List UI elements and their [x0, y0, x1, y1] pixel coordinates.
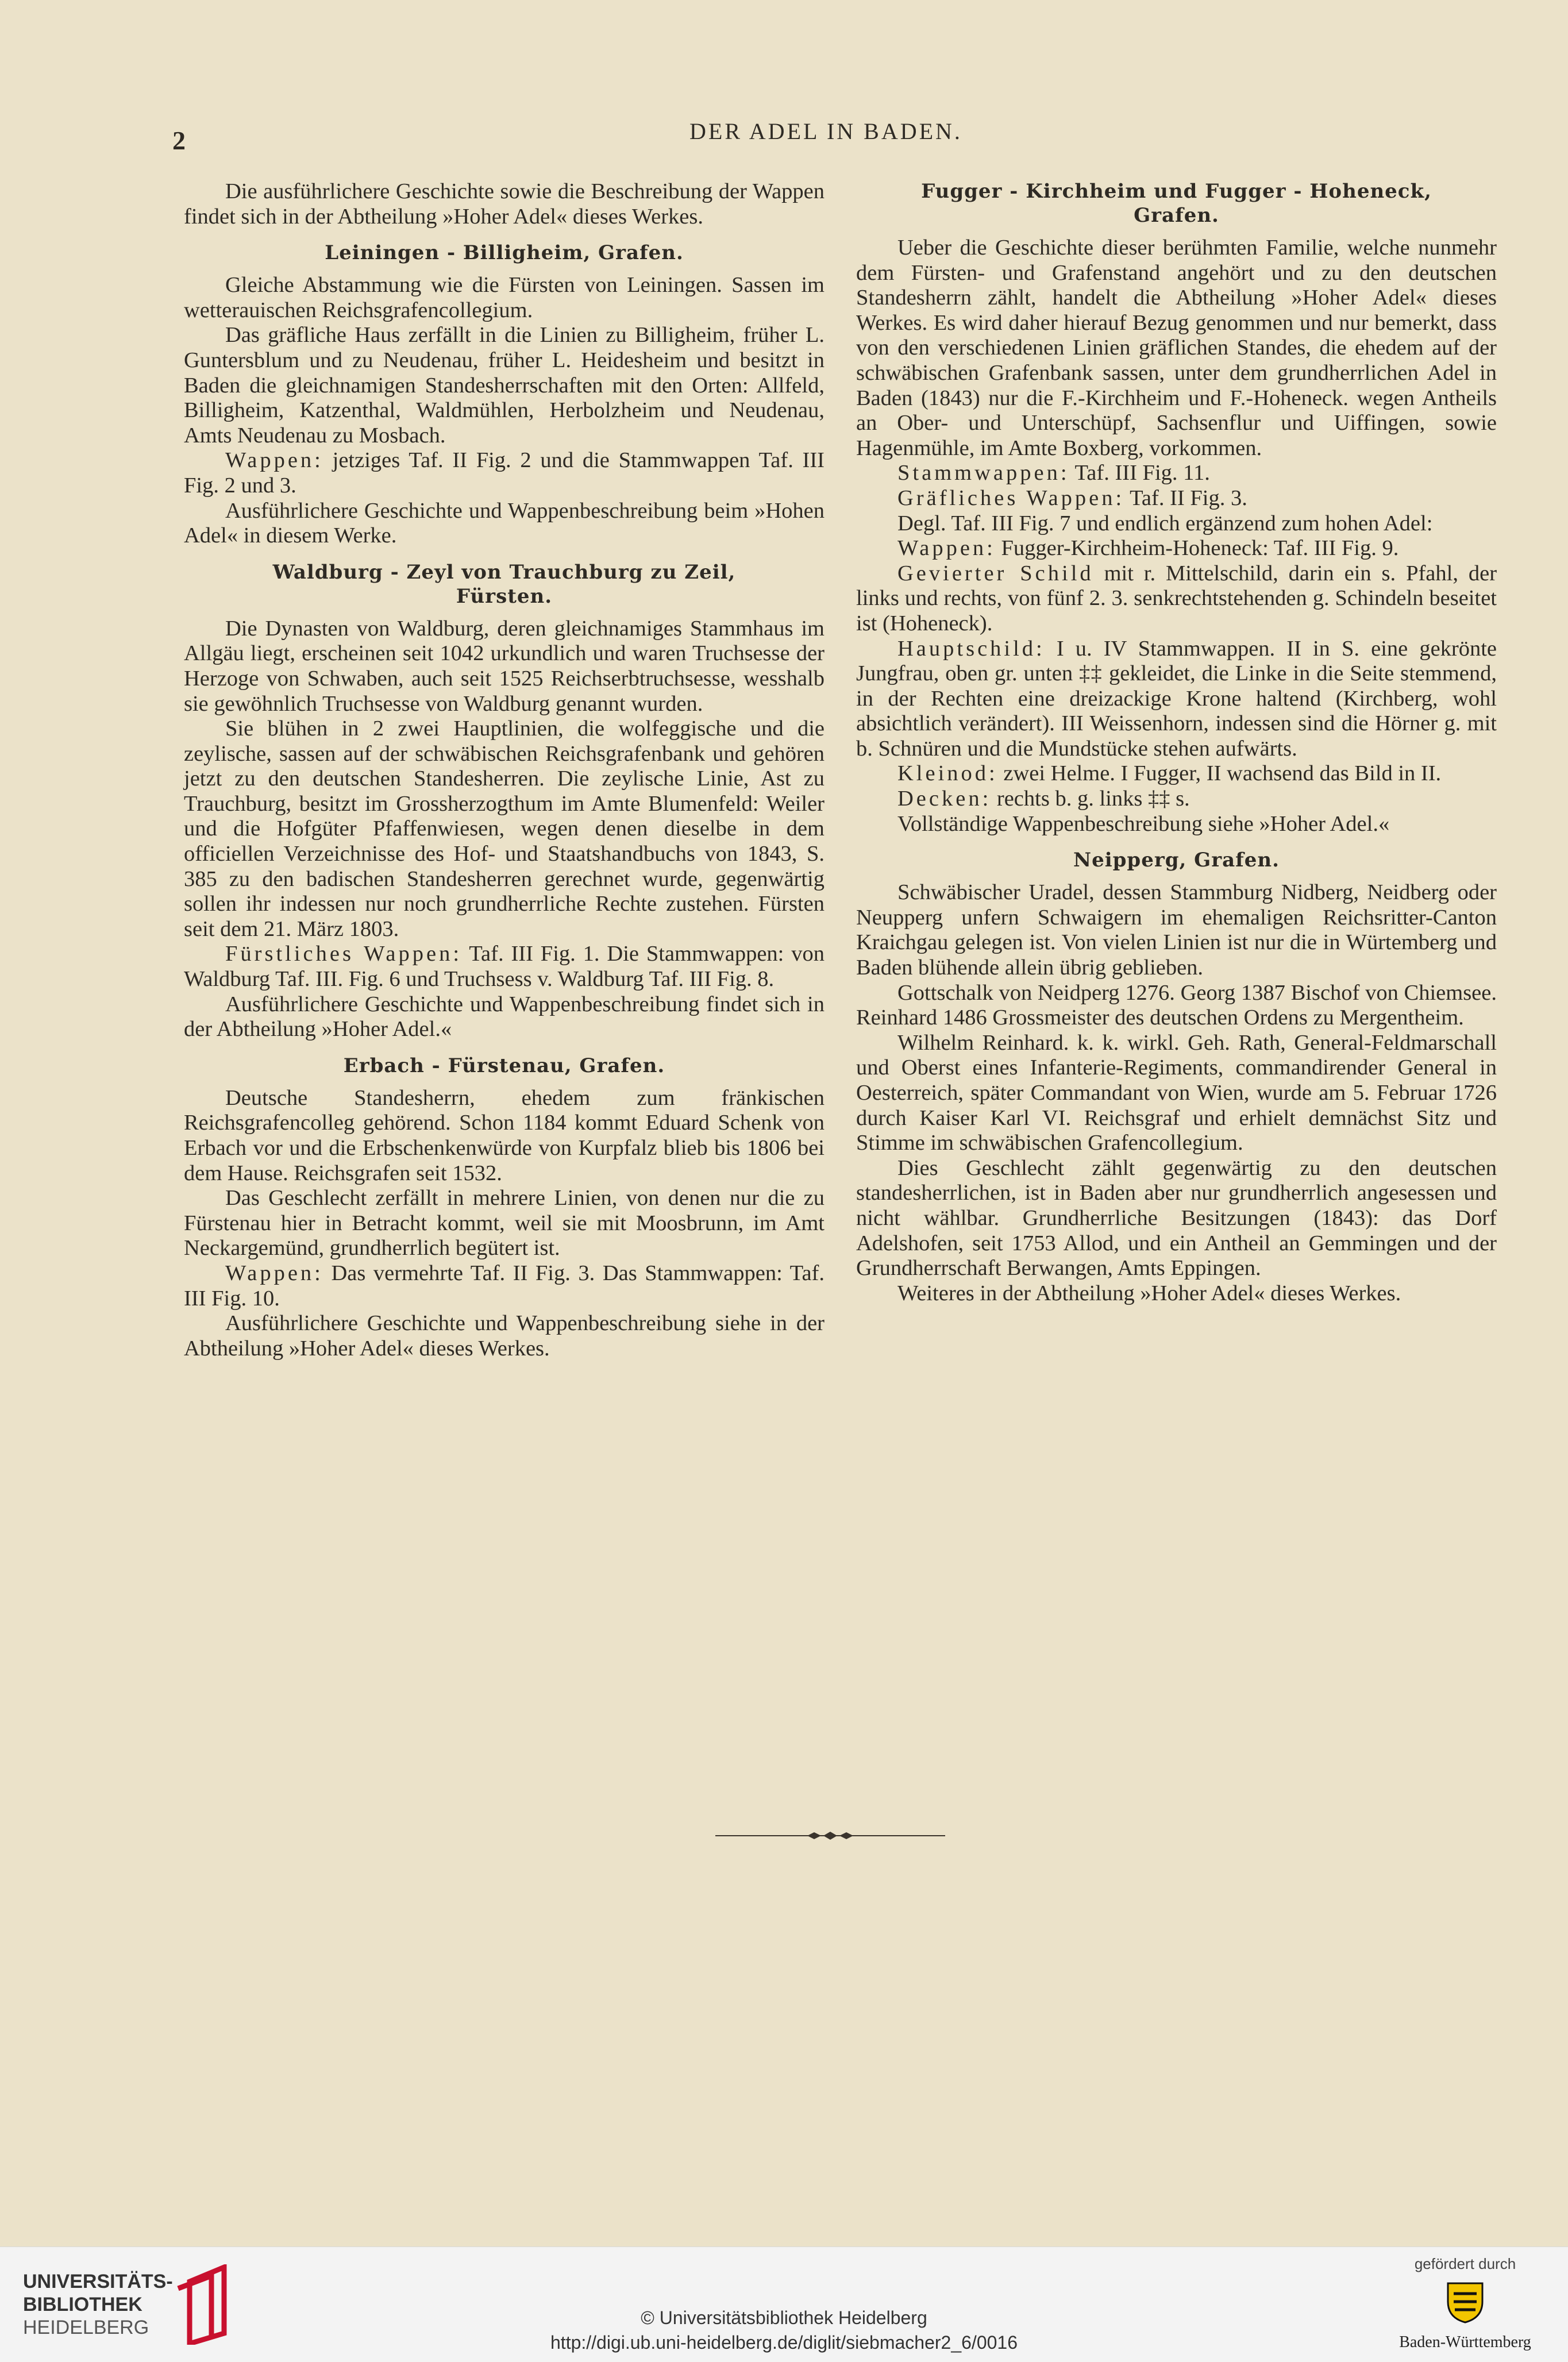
paragraph: Schwäbischer Uradel, dessen Stammburg Nidberg, Neidberg oder Neupperg unfern Schwaigern im ehemaligen Reichsritter-Canton Kraichgau gelegen ist. Von vielen Linien ist nur die in Würtemberg und Baden blühende allein übrig geblieben. [856, 880, 1497, 980]
term-label: Hauptschild: [897, 636, 1045, 661]
paragraph [856, 787, 1497, 812]
term-text: Fugger-Kirchheim-Hoheneck: Taf. III Fig. 9. [1001, 536, 1399, 561]
term-text: I u. IV Stammwappen. II in S. eine gekrönte Jungfrau, oben gr. unten ‡‡ gekleidet, die Linke in die Seite stemmend, in der Rechten eine dreizackige Krone haltend (Kirchberg, wohl absichtlich verändert). III Weissenhorn, indessen sind die Hörner g. mit b. Schnüren und die Mundstücke stehen aufwärts. [856, 636, 1497, 761]
paragraph: Dies Geschlecht zählt gegenwärtig zu den deutschen standesherrlichen, ist in Baden aber nur grundherrlich angesessen und nicht wählbar. Grundherrliche Besitzungen (1843): das Dorf Adelshofen, seit 1753 Allod, und ein Antheil an Gemmingen und der Grundherrschaft Berwangen, Amts Eppingen. [856, 1155, 1497, 1281]
term-text: Taf. III Fig. 11. [1074, 461, 1210, 485]
heading-line: Fugger - Kirchheim und Fugger - Hoheneck, [921, 180, 1432, 203]
paragraph [856, 486, 1497, 511]
paragraph [184, 1261, 825, 1311]
term-label: Gräfliches Wappen: [897, 485, 1125, 510]
paragraph: Gottschalk von Neidperg 1276. Georg 1387 Bischof von Chiemsee. Reinhard 1486 Grossmeister des deutschen Ordens zu Mergentheim. [856, 980, 1497, 1030]
term-label: Decken: [897, 787, 992, 811]
ornament-divider [715, 1830, 945, 1841]
term-text: Taf. II Fig. 3. [1130, 485, 1247, 510]
library-name-line: UNIVERSITÄTS- [23, 2271, 173, 2292]
funder-name: Baden-Württemberg [1399, 2333, 1531, 2351]
heading-erbach: Erbach - Fürstenau, Grafen. [343, 1054, 665, 1077]
footer-bar [0, 2247, 1568, 2362]
paragraph [856, 637, 1497, 762]
heading-line: Grafen. [1134, 204, 1219, 227]
paragraph: Ausführlichere Geschichte und Wappenbeschreibung beim »Hohen Adel« in diesem Werke. [184, 498, 825, 548]
paragraph [184, 942, 825, 992]
paragraph: Ausführlichere Geschichte und Wappenbeschreibung findet sich in der Abtheilung »Hoher Adel.« [184, 992, 825, 1042]
library-name-line: BIBLIOTHEK [23, 2294, 142, 2315]
permalink[interactable]: http://digi.ub.uni-heidelberg.de/diglit/siebmacher2_6/0016 [550, 2332, 1018, 2353]
paragraph: Das Geschlecht zerfällt in mehrere Linien, von denen nur die zu Fürstenau hier in Betracht kommt, weil sie mit Moosbrunn, im Amt Neckargemünd, grundherrlich begütert ist. [184, 1186, 825, 1261]
paragraph: Gleiche Abstammung wie die Fürsten von Leiningen. Sassen im wetterauischen Reichsgrafencollegium. [184, 273, 825, 322]
paragraph: Ueber die Geschichte dieser berühmten Familie, welche nunmehr dem Fürsten- und Grafenstand angehört und zu den deutschen Standesherrn zählt, handelt die Abtheilung »Hoher Adel« dieses Werkes. Es wird daher hierauf Bezug genommen und nur bemerkt, dass von den verschiedenen Linien gräflichen Standes, die ehedem auf der schwäbischen Grafenbank sassen, unter dem grundherrlichen Adel in Baden (1843) nur die F.-Kirchheim und F.-Hoheneck. wegen Antheils an Ober- und Unterschüpf, Sachsenflur und Uiffingen, sowie Hagenmühle, im Amte Boxberg, vorkommen. [856, 236, 1497, 460]
term-text: Taf. III Fig. 1. Die Stammwappen: von Waldburg Taf. III. Fig. 6 und Truchsess v. Waldburg Taf. III Fig. 8. [184, 942, 825, 992]
term-label: Wappen: [225, 448, 323, 473]
funded-by-label: gefördert durch [1414, 2255, 1516, 2272]
heading-line: Waldburg - Zeyl von Trauchburg zu Zeil, [272, 560, 736, 584]
paragraph [856, 536, 1497, 561]
heading-line: Fürsten. [456, 584, 553, 608]
paragraph: Ausführlichere Geschichte und Wappenbeschreibung siehe in der Abtheilung »Hoher Adel« dieses Werkes. [184, 1311, 825, 1361]
state-coat-of-arms-icon[interactable] [1442, 2279, 1488, 2325]
term-text: mit r. Mittelschild, darin ein s. Pfahl, der links und rechts, von fünf 2. 3. senkrechtstehenden g. Schindeln beseitet ist (Hoheneck). [856, 561, 1497, 635]
term-label: Kleinod: [897, 761, 998, 786]
paragraph [184, 448, 825, 498]
paragraph: Deutsche Standesherrn, ehedem zum fränkischen Reichsgrafencolleg gehörend. Schon 1184 kommt Eduard Schenk von Erbach vor und die Erbschenkenwürde von Kurpfalz blieb bis 1806 bei dem Hause. Reichsgrafen seit 1532. [184, 1085, 825, 1185]
paragraph: Das gräfliche Haus zerfällt in die Linien zu Billigheim, früher L. Guntersblum und zu Neudenau, früher L. Heidesheim und besitzt in Baden die gleichnamigen Standesherrschaften mit den Orten: Allfeld, Billigheim, Katzenthal, Waldmühlen, Herbolzheim und Neudenau, Amts Neudenau zu Mosbach. [184, 323, 825, 448]
term-text: Das vermehrte Taf. II Fig. 3. Das Stammwappen: Taf. III Fig. 10. [184, 1261, 825, 1311]
paragraph [856, 761, 1497, 787]
term-label: Wappen: [225, 1261, 323, 1285]
left-column [184, 179, 825, 1361]
term-text: jetziges Taf. II Fig. 2 und die Stammwappen Taf. III Fig. 2 und 3. [184, 448, 825, 498]
intro-paragraph: Die ausführlichere Geschichte sowie die Beschreibung der Wappen findet sich in der Abtheilung »Hoher Adel« dieses Werkes. [184, 179, 825, 229]
paragraph: Degl. Taf. III Fig. 7 und endlich ergänzend zum hohen Adel: [897, 511, 1433, 535]
copyright-notice: © Universitätsbibliothek Heidelberg [641, 2307, 927, 2328]
paragraph: Sie blühen in 2 zwei Hauptlinien, die wolfeggische und die zeylische, sassen auf der schwäbischen Reichsgrafenbank und gehören jetzt zu den deutschen Standesherren. Die zeylische Linie, Ast zu Trauchburg, besitzt im Grossherzogthum im Amte Blumenfeld: Weiler und die Hofgüter Pfaffenwiesen, wegen denen dieselbe in dem officiellen Verzeichnisse des Hof- und Staatshandbuchs von 1843, S. 385 zu den badischen Standesherren gerechnet wurde, gegenwärtig sollen ihr indessen nur noch grundherrliche Rechte zustehen. Fürsten seit dem 21. März 1803. [184, 716, 825, 941]
heading-fugger [856, 179, 1497, 228]
term-label: Wappen: [897, 536, 996, 561]
term-text: zwei Helme. I Fugger, II wachsend das Bild in II. [1003, 761, 1442, 786]
page-number: 2 [172, 126, 186, 155]
paragraph: Weiteres in der Abtheilung »Hoher Adel« dieses Werkes. [897, 1281, 1401, 1305]
paragraph: Wilhelm Reinhard. k. k. wirkl. Geh. Rath, General-Feldmarschall und Oberst eines Infanterie-Regiments, commandirender General in Oesterreich, später Commandant von Wien, wurde am 5. Februar 1726 durch Kaiser Karl VI. Reichsgraf und erhielt demnächst Sitz und Stimme im schwäbischen Grafencollegium. [856, 1030, 1497, 1155]
term-label: Fürstliches Wappen: [225, 942, 463, 966]
heading-neipperg: Neipperg, Grafen. [1073, 849, 1280, 872]
right-column [856, 179, 1497, 1306]
term-label: Stammwappen: [897, 461, 1070, 485]
running-head: DER ADEL IN BADEN. [689, 118, 962, 144]
library-name [23, 2270, 173, 2339]
library-name-line: HEIDELBERG [23, 2317, 149, 2338]
term-label: Gevierter Schild [897, 561, 1094, 585]
paragraph [856, 561, 1497, 637]
heading-waldburg [184, 560, 825, 608]
term-text: rechts b. g. links ‡‡ s. [996, 787, 1190, 811]
paragraph [856, 461, 1497, 486]
paragraph: Die Dynasten von Waldburg, deren gleichnamiges Stammhaus im Allgäu liegt, erscheinen seit 1042 urkundlich und waren Truchsesse der Herzoge von Schwaben, auch seit 1525 Reichserbtruchsesse, wesshalb sie gewöhnlich Truchsesse von Waldburg genannt wurden. [184, 616, 825, 716]
paragraph: Vollständige Wappenbeschreibung siehe »Hoher Adel.« [897, 811, 1390, 836]
heading-leiningen: Leiningen - Billigheim, Grafen. [325, 241, 684, 265]
